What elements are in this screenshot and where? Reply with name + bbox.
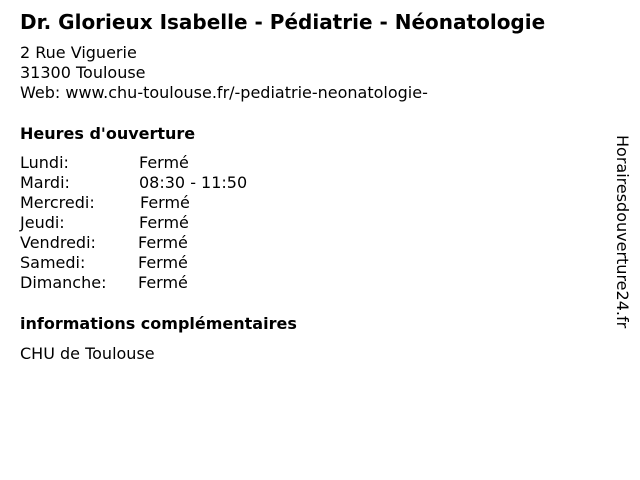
info-heading: informations complémentaires [20, 314, 297, 333]
day-label: Jeudi: [20, 213, 65, 232]
day-label: Dimanche: [20, 273, 107, 292]
day-label: Samedi: [20, 253, 86, 272]
day-hours: Fermé [138, 273, 188, 292]
day-hours: Fermé [139, 213, 189, 232]
day-hours: Fermé [138, 233, 188, 252]
day-hours: Fermé [138, 253, 188, 272]
day-hours: 08:30 - 11:50 [139, 173, 248, 192]
address-street: 2 Rue Viguerie [20, 43, 137, 62]
address-web: Web: www.chu-toulouse.fr/-pediatrie-neonatologie- [20, 83, 428, 102]
info-text: CHU de Toulouse [20, 344, 155, 363]
site-watermark: Horairesdouverture24.fr [613, 135, 632, 329]
day-label: Mercredi: [20, 193, 95, 212]
page-title: Dr. Glorieux Isabelle - Pédiatrie - Néonatologie [20, 10, 546, 34]
day-hours: Fermé [139, 153, 189, 172]
day-label: Vendredi: [20, 233, 96, 252]
day-label: Mardi: [20, 173, 70, 192]
day-label: Lundi: [20, 153, 69, 172]
day-hours: Fermé [140, 193, 190, 212]
address-city: 31300 Toulouse [20, 63, 146, 82]
address-block [20, 43, 428, 103]
hours-heading: Heures d'ouverture [20, 124, 196, 143]
